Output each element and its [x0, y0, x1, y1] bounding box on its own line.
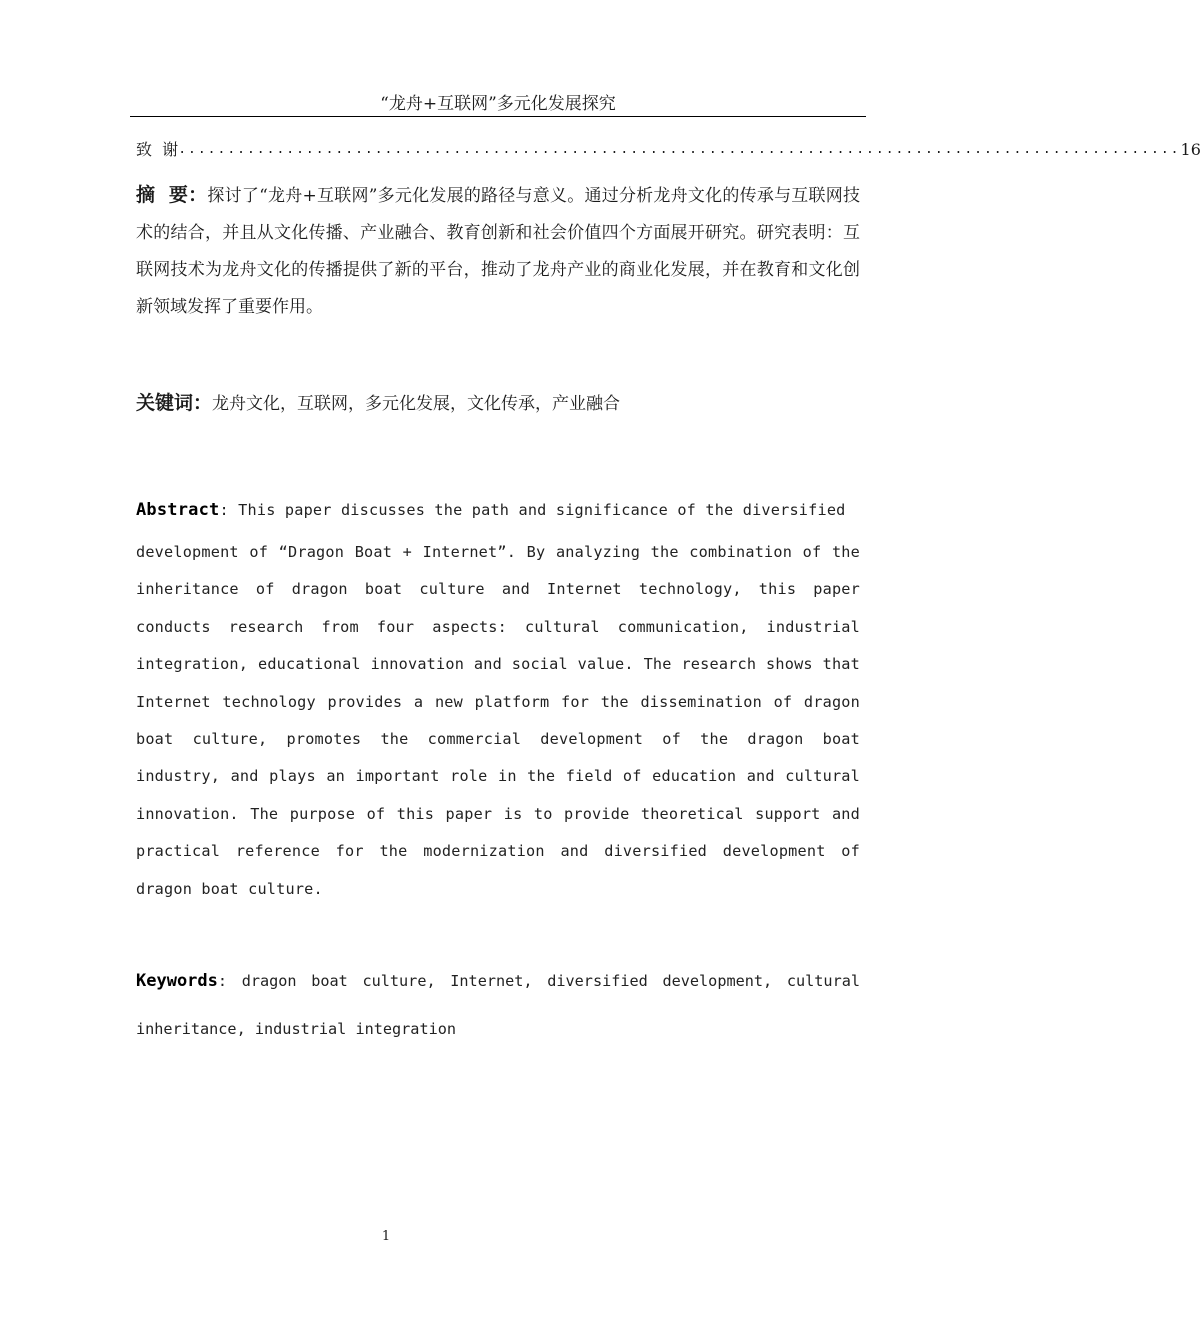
keywords-chinese	[136, 388, 860, 419]
abstract-chinese	[136, 177, 860, 326]
keywords-english-label: Keywords	[136, 971, 218, 991]
abstract-english-label: Abstract	[136, 500, 220, 520]
toc-leader-dots: ......................................................................................................	[178, 142, 1181, 157]
abstract-chinese-text: 探讨了“龙舟+互联网”多元化发展的路径与意义。通过分析龙舟文化的传承与互联网技术的结合，并且从文化传播、产业融合、教育创新和社会价值四个方面展开研究。研究表明：互联网技术为龙舟文化的传播提供了新的平台，推动了龙舟产业的商业化发展，并在教育和文化创新领域发挥了重要作用。	[136, 186, 861, 317]
page-number: 1	[381, 1229, 391, 1244]
abstract-english-text: development of “Dragon Boat + Internet”. By analyzing the combination of the inheritance of dragon boat culture and Internet technology, this paper conducts research from four aspects: cultural communication, industrial integration, educational innovation and social value. The research shows that Internet technology provides a new platform for the dissemination of dragon boat culture, promotes the commercial development of the dragon boat industry, and plays an important role in the field of education and cultural innovation. The purpose of this paper is to provide theoretical support and practical reference for the modernization and diversified development of dragon boat culture.	[136, 543, 860, 898]
keywords-english-text: : dragon boat culture, Internet, diversified development, cultural inheritance, industrial integration	[136, 972, 860, 1038]
toc-entry-acknowledgements[interactable]	[136, 138, 1201, 162]
toc-entry-title: 致 谢	[136, 140, 179, 159]
running-header-title: “龙舟+互联网”多元化发展探究	[380, 94, 616, 114]
header-rule	[130, 116, 866, 117]
abstract-english	[136, 487, 860, 908]
abstract-english-first-line	[136, 487, 860, 534]
keywords-chinese-label: 关键词：	[136, 392, 213, 414]
keywords-english	[136, 957, 860, 1053]
toc-entry-page: 16	[1180, 140, 1201, 159]
keywords-chinese-text: 龙舟文化，互联网，多元化发展，文化传承，产业融合	[212, 394, 621, 414]
abstract-english-first-text: : This paper discusses the path and significance of the diversified	[219, 501, 846, 519]
abstract-chinese-label: 摘 要：	[136, 184, 208, 206]
